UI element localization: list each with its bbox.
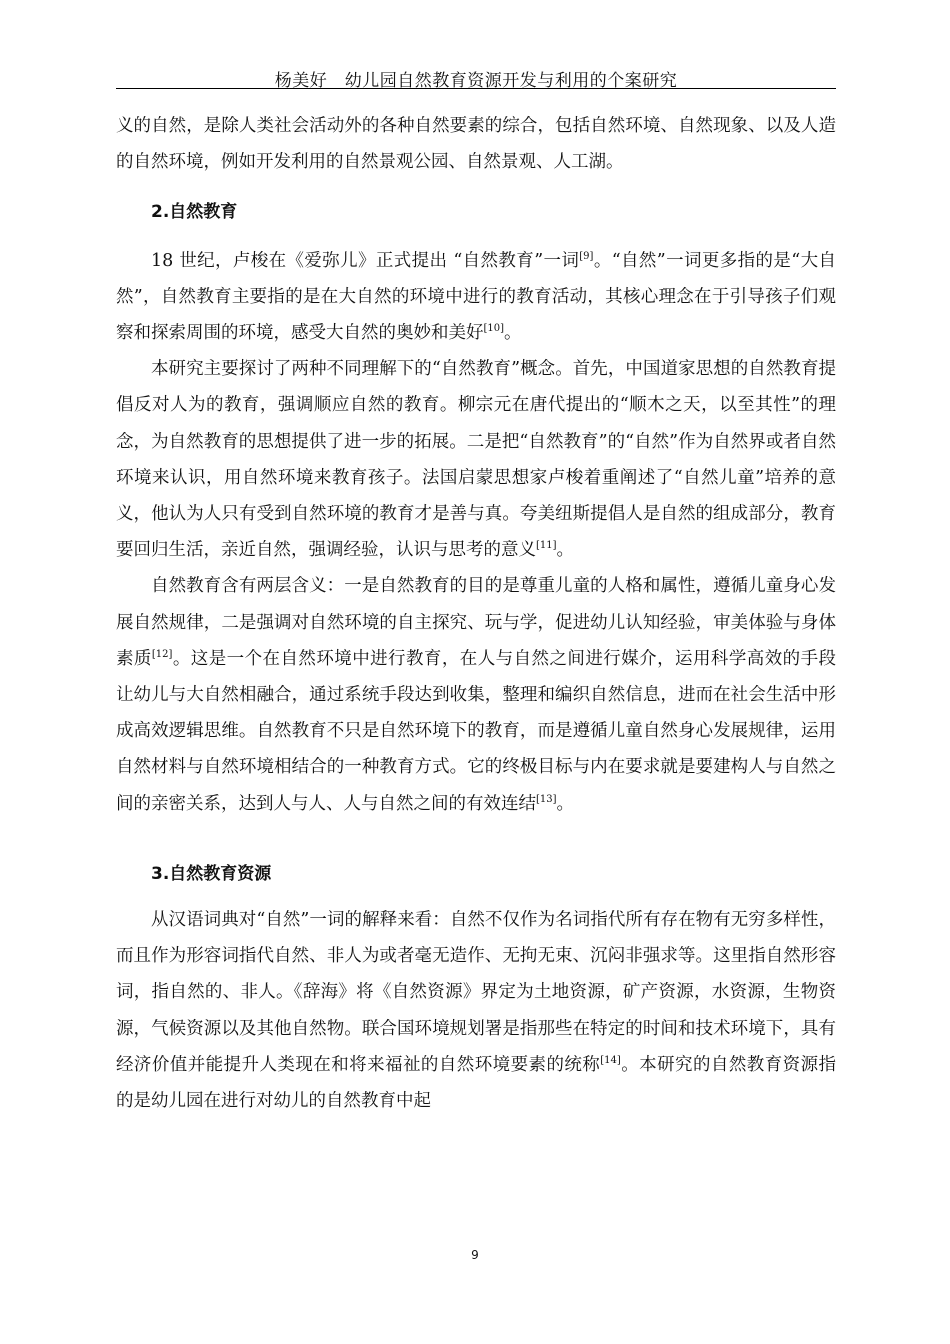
page-body xyxy=(116,108,836,1119)
body-paragraph xyxy=(116,351,836,568)
paragraph-text: 18 世纪，卢梭在《爱弥儿》正式提出 “自然教育”一词 xyxy=(151,250,580,271)
paragraph-text: 。 xyxy=(556,540,575,561)
paragraph-text: 自然教育含有两层含义：一是自然教育的目的是尊重儿童的人格和属性，遵循儿童身心发展自然规律，二是强调对自然环境的自主探究、玩与学，促进幼儿认知经验，审美体验与身体素质 xyxy=(116,576,836,669)
section-heading: 2.自然教育 xyxy=(151,202,238,223)
paragraph-text: 。 xyxy=(504,323,522,344)
citation-ref: [14] xyxy=(600,1054,621,1066)
body-paragraph xyxy=(116,243,836,352)
paragraph-text: 本研究主要探讨了两种不同理解下的“自然教育”概念。首先，中国道家思想的自然教育提倡反对人为的教育，强调顺应自然的教育。柳宗元在唐代提出的“顺木之天，以至其性”的理念，为自然教育的思想提供了进一步的拓展。二是把“自然教育”的“自然”作为自然界或者自然环境来认识，用自然环境来教育孩子。法国启蒙思想家卢梭着重阐述了“自然儿童”培养的意义，他认为人只有受到自然环境的教育才是善与真。夸美纽斯提倡人是自然的组成部分，教育要回归生活，亲近自然，强调经验，认识与思考的意义 xyxy=(116,359,836,561)
citation-ref: [11] xyxy=(536,540,557,552)
body-paragraph xyxy=(116,108,836,180)
paragraph-text: 。 xyxy=(556,793,575,814)
body-paragraph xyxy=(116,568,836,821)
paragraph-text: 。本研究的自然教育资源指的是幼儿园在进行对幼儿的自然教育中起 xyxy=(116,1054,837,1112)
citation-ref: [10] xyxy=(483,323,505,335)
body-paragraph xyxy=(116,902,836,1119)
citation-ref: [13] xyxy=(536,793,557,805)
running-header: 杨美好 幼儿园自然教育资源开发与利用的个案研究 xyxy=(274,71,678,91)
citation-ref: [12] xyxy=(151,648,173,660)
header-rule xyxy=(116,88,836,89)
paragraph-text: 义的自然，是除人类社会活动外的各种自然要素的综合，包括自然环境、自然现象、以及人造的自然环境，例如开发利用的自然景观公园、自然景观、人工湖。 xyxy=(116,116,836,173)
paragraph-text: 。“自然”一词更多指的是“大自然”，自然教育主要指的是在大自然的环境中进行的教育活动，其核心理念在于引导孩子们观察和探索周围的环境，感受大自然的奥妙和美好 xyxy=(116,250,836,344)
citation-ref: [9] xyxy=(579,250,594,262)
section-heading: 3.自然教育资源 xyxy=(151,863,272,884)
page-number: 9 xyxy=(471,1248,479,1262)
paragraph-text: 从汉语词典对“自然”一词的解释来看：自然不仅作为名词指代所有存在物有无穷多样性，而且作为形容词指代自然、非人为或者毫无造作、无拘无束、沉闷非强求等。这里指自然形容词，指自然的、非人。《辞海》将《自然资源》界定为土地资源，矿产资源，水资源，生物资源，气候资源以及其他自然物。联合国环境规划署是指那些在特定的时间和技术环境下，具有经济价值并能提升人类现在和将来福祉的自然环境要素的统称 xyxy=(116,910,836,1075)
paragraph-text: 。这是一个在自然环境中进行教育，在人与自然之间进行媒介，运用科学高效的手段让幼儿与大自然相融合，通过系统手段达到收集，整理和编织自然信息，进而在社会生活中形成高效逻辑思维。自然教育不只是自然环境下的教育，而是遵循儿童自然身心发展规律，运用自然材料与自然环境相结合的一种教育方式。它的终极目标与内在要求就是要建构人与自然之间的亲密关系，达到人与人、人与自然之间的有效连结 xyxy=(116,648,837,814)
